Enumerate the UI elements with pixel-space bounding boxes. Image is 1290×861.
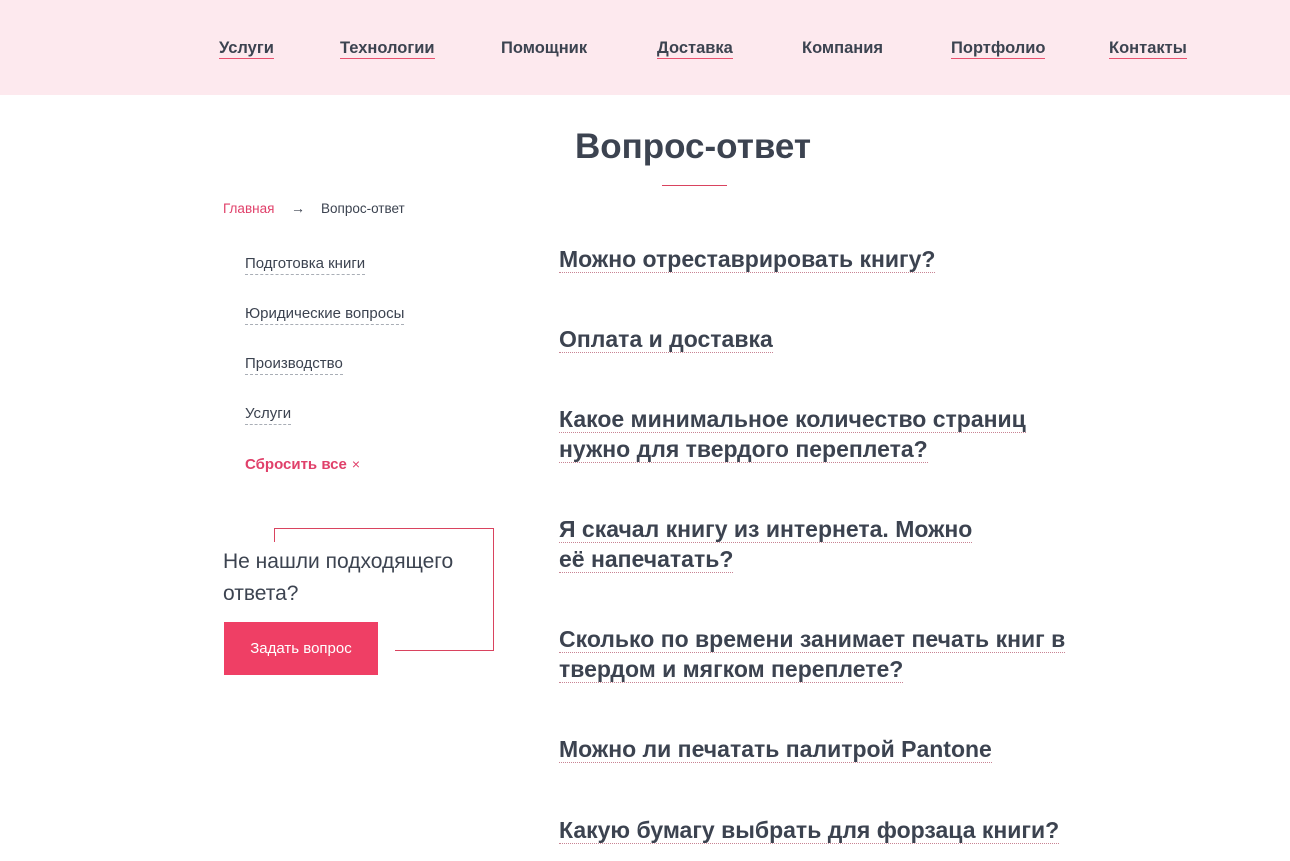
ask-question-button[interactable]: Задать вопрос [224, 622, 378, 675]
box-frame-bottom [395, 650, 494, 651]
filter-book-preparation[interactable]: Подготовка книги [245, 255, 365, 275]
question-line: её напечатать? [559, 546, 734, 572]
question-link[interactable] [559, 624, 1065, 684]
breadcrumb-home-link[interactable]: Главная [223, 201, 275, 216]
close-icon: × [351, 456, 361, 472]
nav-item-delivery[interactable]: Доставка [657, 39, 733, 57]
question-line: твердом и мягком переплете? [559, 656, 904, 682]
ask-prompt-text [223, 546, 493, 610]
filter-legal-questions[interactable]: Юридические вопросы [245, 305, 404, 325]
reset-filters-label: Сбросить все [245, 456, 347, 473]
question-link[interactable] [559, 324, 773, 354]
nav-item-technologies[interactable]: Технологии [340, 39, 435, 57]
nav-item-portfolio[interactable]: Портфолио [951, 39, 1046, 57]
nav-item-company[interactable]: Компания [802, 39, 884, 57]
top-navigation [0, 0, 1290, 95]
question-link[interactable] [559, 815, 1059, 845]
question-line: нужно для твердого переплета? [559, 436, 928, 462]
question-link[interactable] [559, 734, 992, 764]
question-line: Какую бумагу выбрать для форзаца книги? [559, 817, 1060, 843]
nav-item-services[interactable]: Услуги [219, 39, 274, 57]
question-line: Какое минимальное количество страниц [559, 406, 1026, 432]
page-title: Вопрос-ответ [574, 127, 812, 166]
breadcrumb-current: Вопрос-ответ [321, 201, 405, 216]
question-line: Можно отреставрировать книгу? [559, 246, 936, 272]
ask-prompt-line2: ответа? [223, 582, 299, 605]
question-link[interactable] [559, 244, 935, 274]
breadcrumb-arrow-icon: → [291, 200, 305, 216]
box-frame-tick [274, 528, 275, 542]
question-line: Можно ли печатать палитрой Pantone [559, 736, 992, 762]
question-link[interactable] [559, 514, 972, 574]
question-link[interactable] [559, 404, 1026, 464]
nav-item-contacts[interactable]: Контакты [1109, 39, 1187, 57]
ask-prompt-line1: Не нашли подходящего [223, 550, 454, 573]
question-line: Я скачал книгу из интернета. Можно [559, 516, 973, 542]
reset-filters-button[interactable] [245, 455, 360, 474]
filter-production[interactable]: Производство [245, 355, 343, 375]
nav-item-assistant[interactable]: Помощник [501, 39, 588, 57]
question-line: Оплата и доставка [559, 326, 773, 352]
question-line: Сколько по времени занимает печать книг в [559, 626, 1066, 652]
filter-services[interactable]: Услуги [245, 405, 291, 425]
title-underline [662, 185, 727, 186]
